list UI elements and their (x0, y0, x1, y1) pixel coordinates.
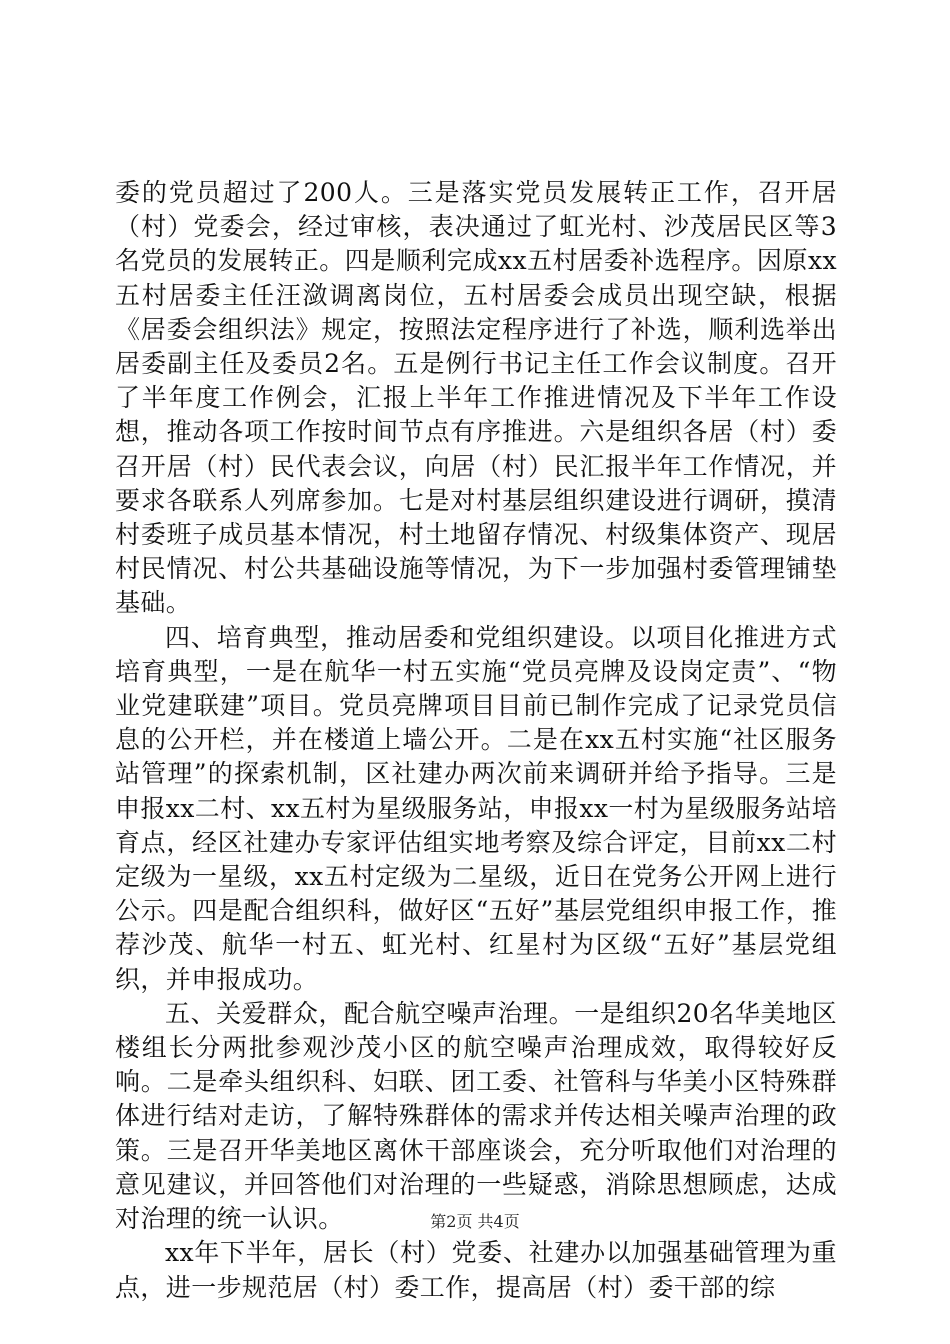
paragraph-continuation: 委的党员超过了200人。三是落实党员发展转正工作，召开居（村）党委会，经过审核，表决通过了虹光村、沙茂居民区等3名党员的发展转正。四是顺利完成xx五村居委补选程序。因原xx五村居委主任汪潋调离岗位，五村居委会成员出现空缺，根据《居委会组织法》规定，按照法定程序进行了补选，顺利选举出居委副主任及委员2名。五是例行书记主任工作会议制度。召开了半年度工作例会，汇报上半年工作推进情况及下半年工作设想，推动各项工作按时间节点有序推进。六是组织各居（村）委召开居（村）民代表会议，向居（村）民汇报半年工作情况，并要求各联系人列席参加。七是对村基层组织建设进行调研，摸清村委班子成员基本情况，村土地留存情况、村级集体资产、现居村民情况、村公共基础设施等情况，为下一步加强村委管理铺垫基础。 (115, 178, 837, 618)
page-number-footer: 第2页 共4页 (430, 1212, 520, 1231)
paragraph-second-half-year: xx年下半年，居长（村）党委、社建办以加强基础管理为重点，进一步规范居（村）委工作，提高居（村）委干部的综 (115, 1238, 837, 1302)
paragraph-section-five: 五、关爱群众，配合航空噪声治理。一是组织20名华美地区楼组长分两批参观沙茂小区的航空噪声治理成效，取得较好反响。二是牵头组织科、妇联、团工委、社管科与华美小区特殊群体进行结对走访，了解特殊群体的需求并传达相关噪声治理的政策。三是召开华美地区离休干部座谈会，充分听取他们对治理的意见建议，并回答他们对治理的一些疑惑，消除思想顾虑，达成对治理的统一认识。 (115, 998, 837, 1234)
paragraph-section-four: 四、培育典型，推动居委和党组织建设。以项目化推进方式培育典型，一是在航华一村五实施“党员亮牌及设岗定责”、“物业党建联建”项目。党员亮牌项目目前已制作完成了记录党员信息的公开栏，并在楼道上墙公开。二是在xx五村实施“社区服务站管理”的探索机制，区社建办两次前来调研并给予指导。三是申报xx二村、xx五村为星级服务站，申报xx一村为星级服务站培育点，经区社建办专家评估组实地考察及综合评定，目前xx二村定级为一星级，xx五村定级为二星级，近日在党务公开网上进行公示。四是配合组织科，做好区“五好”基层党组织申报工作，推荐沙茂、航华一村五、虹光村、红星村为区级“五好”基层党组织，并申报成功。 (115, 622, 837, 994)
document-body (115, 176, 837, 1305)
